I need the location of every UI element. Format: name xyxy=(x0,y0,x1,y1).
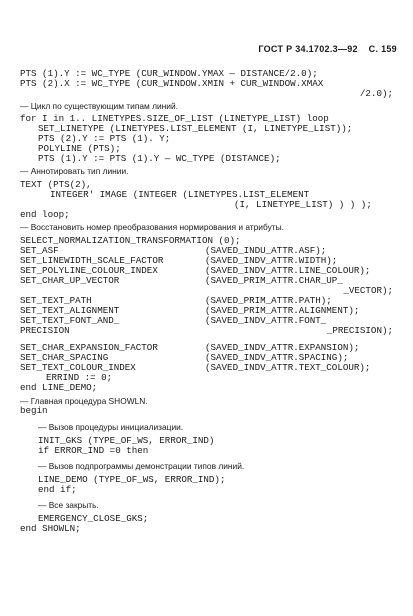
code-line: EMERGENCY_CLOSE_GKS; xyxy=(38,513,149,524)
code-line: SET_LINEWIDTH_SCALE_FACTOR xyxy=(20,255,164,266)
code-line: (SAVED_PRIM_ATTR.PATH); xyxy=(205,295,332,306)
code-line: SET_TEXT_ALIGNMENT xyxy=(20,305,120,316)
standard-number: ГОСТ Р 34.1702.3—92 xyxy=(258,44,358,54)
code-line: POLYLINE (PTS); xyxy=(38,143,121,154)
code-line: PRECISION xyxy=(20,325,70,336)
code-line: for I in 1.. LINETYPES.SIZE_OF_LIST (LINETYPE_LIST) loop xyxy=(20,113,329,124)
comment-line: — Вызов процедуры инициализации. xyxy=(38,422,184,432)
code-line: PTS (2).X := WC_TYPE (CUR_WINDOW.XMIN + CUR_WINDOW.XMAX xyxy=(20,78,324,89)
code-line: TEXT (PTS(2), xyxy=(20,179,92,190)
code-line: (SAVED_INDV_ATTR.LINE_COLOUR); xyxy=(205,265,371,276)
code-line: (SAVED_PRIM_ATTR.CHAR_UP_ xyxy=(205,275,343,286)
code-line: SET_CHAR_UP_VECTOR xyxy=(20,275,120,286)
code-line: SET_TEXT_COLOUR_INDEX xyxy=(20,362,136,373)
code-line: end SHOWLN; xyxy=(20,523,81,534)
page-header xyxy=(250,44,397,54)
comment-line: — Все закрыть. xyxy=(38,500,99,510)
code-line: SELECT_NORMALIZATION_TRANSFORMATION (0); xyxy=(20,235,241,246)
code-line: end if; xyxy=(38,484,77,495)
code-line: _VECTOR); xyxy=(343,285,393,296)
code-line: (SAVED_INDV_ATTR.WIDTH); xyxy=(205,255,338,266)
code-line: (I, LINETYPE_LIST) ) ) ); xyxy=(234,199,372,210)
code-line: PTS (1).Y := WC_TYPE (CUR_WINDOW.YMAX — DISTANCE/2.0); xyxy=(20,68,318,79)
code-line: (SAVED_PRIM_ATTR.ALIGNMENT); xyxy=(205,305,360,316)
code-line: LINE_DEMO (TYPE_OF_WS, ERROR_IND); xyxy=(38,474,226,485)
comment-line: — Аннотировать тип линии. xyxy=(20,166,129,176)
comment-line: — Восстановить номер преобразования нормирования и атрибуты. xyxy=(20,222,284,232)
code-line: SET_TEXT_PATH xyxy=(20,295,92,306)
code-line: SET_POLYLINE_COLOUR_INDEX xyxy=(20,265,158,276)
comment-line: — Вызов подпрограммы демонстрации типов линий. xyxy=(38,461,245,471)
code-line: (SAVED_INDV_ATTR.FONT_ xyxy=(205,315,327,326)
code-line: PTS (1).Y := PTS (1).Y — WC_TYPE (DISTANCE); xyxy=(38,153,281,164)
code-line: SET_ASF xyxy=(20,245,59,256)
comment-line: — Цикл по существующим типам линий. xyxy=(20,101,178,111)
code-line: SET_LINETYPE (LINETYPES.LIST_ELEMENT (I, LINETYPE_LIST)); xyxy=(38,123,353,134)
code-line: PTS (2).Y := PTS (1). Y; xyxy=(38,133,171,144)
page-number: С. 159 xyxy=(368,44,397,54)
code-line: (SAVED_INDV_ATTR.EXPANSION); xyxy=(205,342,360,353)
code-line: (SAVED_INDV_ATTR.TEXT_COLOUR); xyxy=(205,362,371,373)
code-line: SET_TEXT_FONT_AND_ xyxy=(20,315,120,326)
code-line: /2.0); xyxy=(359,88,393,99)
code-line: SET_CHAR_EXPANSION_FACTOR xyxy=(20,342,158,353)
comment-line: — Главная процедура SHOWLN. xyxy=(20,396,148,406)
code-line: (SAVED_INDU_ATTR.ASF); xyxy=(205,245,327,256)
code-line: INTEGER' IMAGE (INTEGER (LINETYPES.LIST_ELEMENT xyxy=(50,189,310,200)
code-line: end LINE_DEMO; xyxy=(20,382,98,393)
code-line: SET_CHAR_SPACING xyxy=(20,352,109,363)
code-line: if ERROR_IND =0 then xyxy=(38,445,149,456)
code-line: ERRIND := 0; xyxy=(46,372,113,383)
code-line: end loop; xyxy=(20,209,70,220)
code-line: begin xyxy=(20,405,48,416)
code-line: INIT_GKS (TYPE_OF_WS, ERROR_IND) xyxy=(38,435,215,446)
code-line: (SAVED_INDV_ATTR.SPACING); xyxy=(205,352,349,363)
code-line: _PRECISION); xyxy=(326,325,393,336)
